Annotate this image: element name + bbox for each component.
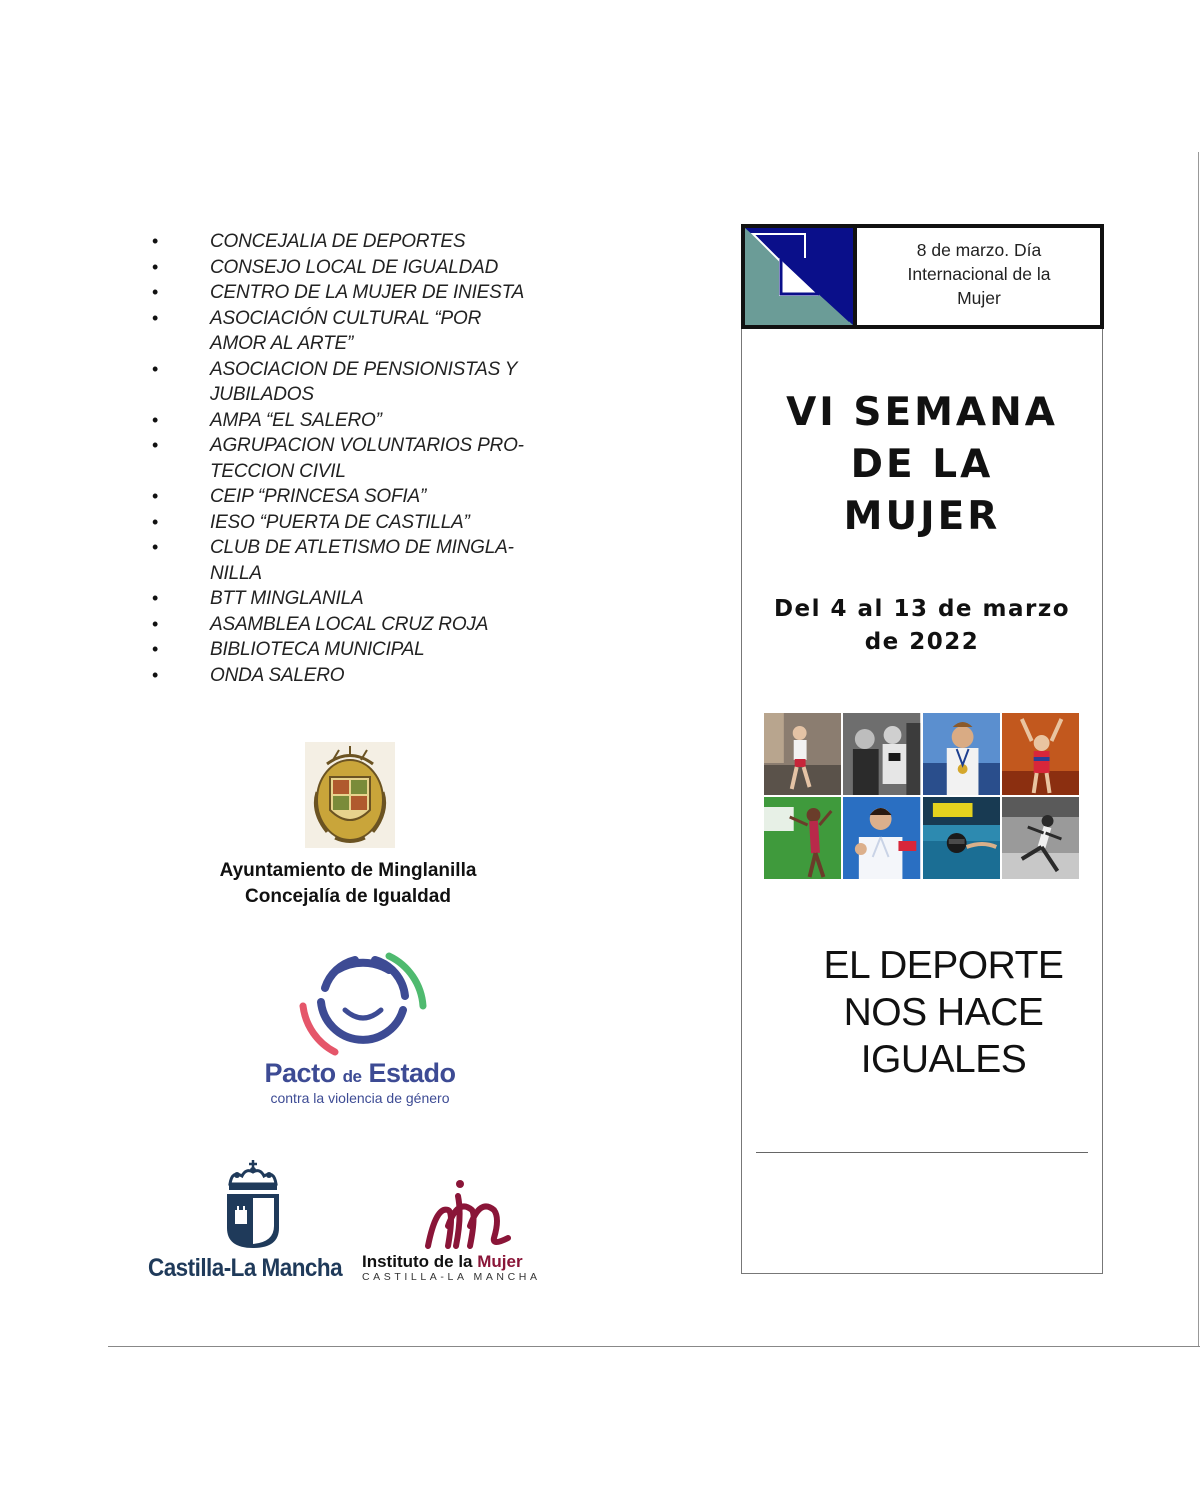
- list-item: • IESO “PUERTA DE CASTILLA”: [150, 510, 580, 536]
- celebrating-athlete-photo: [1002, 713, 1079, 795]
- medalist-photo: [923, 713, 1000, 795]
- page-right-rule: [1198, 152, 1199, 1347]
- list-item: • ASAMBLEA LOCAL CRUZ ROJA: [150, 612, 580, 638]
- list-item: • CENTRO DE LA MUJER DE INIESTA: [150, 280, 580, 306]
- concejalia-name: Concejalía de Igualdad: [245, 886, 451, 907]
- list-item: • AGRUPACION VOLUNTARIOS PRO- TECCION CIVIL: [150, 433, 580, 484]
- womens-day-caption: 8 de marzo. Día Internacional de la Mujer: [907, 240, 1051, 308]
- collaborators-list: [150, 229, 580, 688]
- gymnast-photo: [764, 797, 841, 879]
- list-item: • CLUB DE ATLETISMO DE MINGLA- NILLA: [150, 535, 580, 586]
- castilla-la-mancha-emblem: [222, 1158, 284, 1252]
- event-dates: Del 4 al 13 de marzo de 2022: [773, 596, 1071, 655]
- instituto-mujer-logo: [418, 1176, 528, 1256]
- list-item: • CEIP “PRINCESA SOFIA”: [150, 484, 580, 510]
- instituto-mujer-title: Instituto de la Mujer: [362, 1252, 523, 1271]
- runner-photo: [764, 713, 841, 795]
- cover-divider-line: [756, 1152, 1088, 1153]
- castilla-la-mancha-wordmark: Castilla-La Mancha: [148, 1254, 343, 1282]
- minglanilla-crest-logo: [305, 742, 395, 848]
- list-item: • ONDA SALERO: [150, 663, 580, 689]
- pacto-estado-title: Pacto de Estado: [264, 1058, 456, 1088]
- athletes-photo-collage: [764, 713, 1079, 879]
- cover-slogan: EL DEPORTE NOS HACE IGUALES: [823, 944, 1064, 1081]
- ayuntamiento-name: Ayuntamiento de Minglanilla: [219, 860, 477, 881]
- karate-athlete-photo: [843, 797, 920, 879]
- list-item: • BIBLIOTECA MUNICIPAL: [150, 637, 580, 663]
- list-item: • CONSEJO LOCAL DE IGUALDAD: [150, 255, 580, 281]
- list-item: • ASOCIACIÓN CULTURAL “POR AMOR AL ARTE”: [150, 306, 580, 357]
- sprinter-historic-photo: [1002, 797, 1079, 879]
- marathon-historic-photo: [843, 713, 920, 795]
- instituto-mujer-region: CASTILLA-LA MANCHA: [362, 1271, 541, 1283]
- pacto-estado-subtitle: contra la violencia de género: [270, 1090, 450, 1106]
- list-item: • BTT MINGLANILA: [150, 586, 580, 612]
- swimmer-photo: [923, 797, 1000, 879]
- list-item: • CONCEJALIA DE DEPORTES: [150, 229, 580, 255]
- list-item: • ASOCIACION DE PENSIONISTAS Y JUBILADOS: [150, 357, 580, 408]
- list-item: • AMPA “EL SALERO”: [150, 408, 580, 434]
- header-divider: [853, 228, 857, 325]
- page-bottom-rule: [108, 1346, 1200, 1347]
- page-title: VI SEMANA DE LA MUJER: [786, 390, 1058, 539]
- geometric-square-icon: [745, 228, 853, 325]
- ayuntamiento-caption: [150, 858, 546, 910]
- pacto-estado-logo: [295, 948, 431, 1060]
